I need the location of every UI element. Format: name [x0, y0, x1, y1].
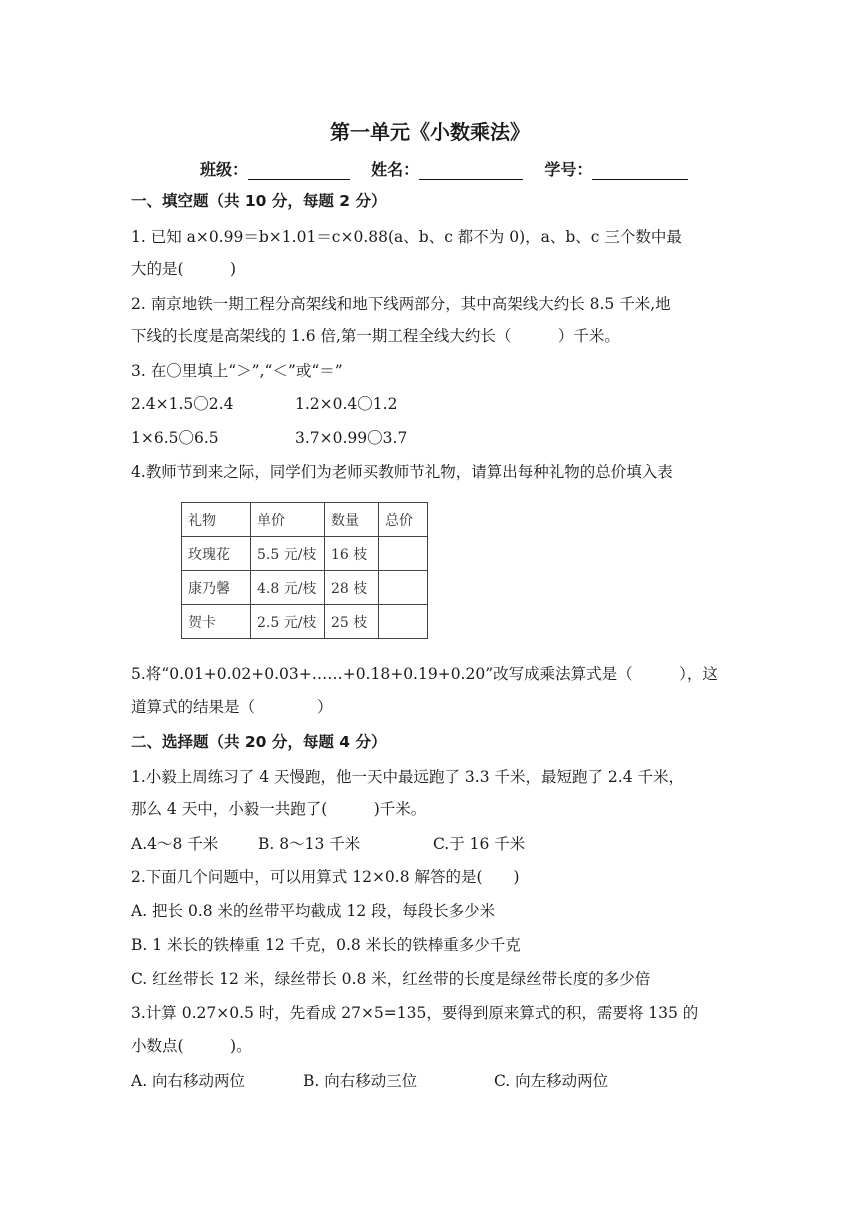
s2-q2-option-c: C. 红丝带长 12 米，绿丝带长 0.8 米，红丝带的长度是绿丝带长度的多少倍: [131, 970, 651, 988]
s1-q2-line2: 下线的长度是高架线的 1.6 倍,第一期工程全线大约长（ ）千米。: [131, 327, 620, 345]
section2-heading: 二、选择题（共 20 分，每题 4 分）: [131, 733, 387, 751]
table-cell: 康乃馨: [182, 571, 251, 605]
s1-q3-option-d: 3.7×0.99〇3.7: [295, 429, 408, 447]
table-cell: 贺卡: [182, 605, 251, 639]
table-cell: 玫瑰花: [182, 537, 251, 571]
s1-q3-option-c: 1×6.5〇6.5: [131, 429, 219, 447]
table-header-row: [182, 503, 428, 537]
table-row: [182, 537, 428, 571]
table-header-cell: 单价: [251, 503, 325, 537]
s2-q2-option-b: B. 1 米长的铁棒重 12 千克，0.8 米长的铁棒重多少千克: [131, 936, 521, 954]
s1-q3-option-b: 1.2×0.4〇1.2: [295, 395, 398, 413]
table-cell-answer[interactable]: [379, 571, 428, 605]
s2-q3-line1: 3.计算 0.27×0.5 时，先看成 27×5=135，要得到原来算式的积，需要将 135 的: [131, 1004, 699, 1022]
s2-q1-option-b: B. 8～13 千米: [258, 835, 361, 853]
table-cell: 2.5 元/枝: [251, 605, 325, 639]
table-cell: 5.5 元/枝: [251, 537, 325, 571]
name-blank: [419, 161, 523, 180]
table-row: [182, 571, 428, 605]
s2-q3-line2: 小数点( )。: [131, 1037, 252, 1055]
s2-q3-option-c: C. 向左移动两位: [494, 1072, 609, 1090]
s1-q5-line1: 5.将“0.01+0.02+0.03+……+0.18+0.19+0.20”改写成乘法算式是（ ），这: [131, 665, 718, 683]
s2-q3-option-b: B. 向右移动三位: [303, 1072, 418, 1090]
s1-q1-line1: 1. 已知 a×0.99＝b×1.01＝c×0.88(a、b、c 都不为 0)，a、b、c 三个数中最: [131, 228, 682, 246]
s2-q1-option-a: A.4～8 千米: [131, 835, 219, 853]
table-cell-answer[interactable]: [379, 605, 428, 639]
section1-heading: 一、填空题（共 10 分，每题 2 分）: [131, 192, 387, 210]
s2-q2-line1: 2.下面几个问题中，可以用算式 12×0.8 解答的是( ): [131, 868, 520, 886]
table-cell: 4.8 元/枝: [251, 571, 325, 605]
s2-q1-option-c: C.于 16 千米: [433, 835, 526, 853]
s1-q5-line2: 道算式的结果是（ ）: [131, 698, 333, 716]
student-info-row: [200, 157, 700, 180]
s2-q1-line1: 1.小毅上周练习了 4 天慢跑，他一天中最远跑了 3.3 千米，最短跑了 2.4 千米，: [131, 768, 685, 786]
class-blank: [248, 161, 350, 180]
page-title: 第一单元《小数乘法》: [330, 120, 530, 144]
table-header-cell: 数量: [325, 503, 379, 537]
table-cell: 25 枝: [325, 605, 379, 639]
table-cell: 16 枝: [325, 537, 379, 571]
id-label: 学号：: [544, 160, 593, 179]
s1-q3-line1: 3. 在〇里填上“＞”,“＜”或“＝”: [131, 362, 343, 380]
s2-q1-line2: 那么 4 天中，小毅一共跑了( )千米。: [131, 800, 427, 818]
name-label: 姓名：: [371, 160, 420, 179]
s1-q3-option-a: 2.4×1.5〇2.4: [131, 395, 234, 413]
s2-q3-option-a: A. 向右移动两位: [131, 1072, 246, 1090]
s1-q1-line2: 大的是( ): [131, 260, 237, 278]
s1-q2-line1: 2. 南京地铁一期工程分高架线和地下线两部分，其中高架线大约长 8.5 千米,地: [131, 295, 671, 313]
class-label: 班级：: [200, 160, 249, 179]
table-header-cell: 总价: [379, 503, 428, 537]
table-header-cell: 礼物: [182, 503, 251, 537]
table-row: [182, 605, 428, 639]
s1-q4-line1: 4.教师节到来之际，同学们为老师买教师节礼物，请算出每种礼物的总价填入表: [131, 463, 673, 481]
table-cell: 28 枝: [325, 571, 379, 605]
s2-q2-option-a: A. 把长 0.8 米的丝带平均截成 12 段，每段长多少米: [131, 902, 496, 920]
id-blank: [592, 161, 688, 180]
table-cell-answer[interactable]: [379, 537, 428, 571]
gift-table: [181, 502, 428, 639]
